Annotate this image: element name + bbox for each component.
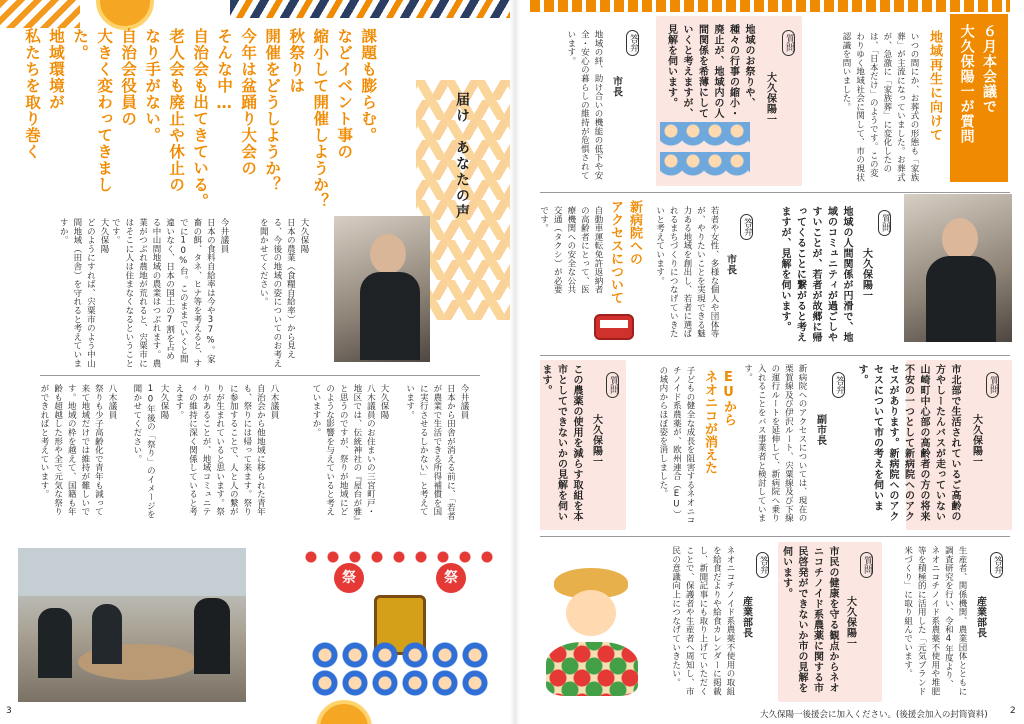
headline-col-8: 今年は盆踊り大会の (239, 28, 258, 177)
q5-label: 質問 (860, 552, 882, 582)
community-illustration (660, 122, 750, 180)
headline-col-12: などイベント事の (335, 28, 354, 160)
headline-col-7: そんな中… (215, 28, 234, 113)
a3-label: 答弁 (832, 372, 854, 402)
headline-col-2: 大きく変わってきました。 (71, 28, 114, 193)
section1-title: 地域再生に向けて (927, 30, 942, 142)
a-yagi-1: 八木議員 自治会から他地域に移られた青年も、祭りには帰って来ます。祭りに参加することで、人と人の繋がりが生まれていると思います。祭りがあることが、地域コミュニティの維持に深く関係していると考えます。 (173, 384, 279, 516)
a-yagi-2: 八木議員 祭りも少子高齢化で青年も減って来て地域だけでは維持が難しいです。地域の枠を越えて、国籍も年齢も超越した形や全で元気な祭りができればと考えています。 (39, 384, 117, 516)
q1-name: 大久保陽一 (764, 72, 776, 125)
q-oku-1: 大久保陽 どのようにすれば、宍粟市のよう中山間地域（田舎）を守れると考えていますか。 (58, 218, 109, 368)
headline-col-1: 地域環境が (47, 28, 66, 111)
lantern-icon (300, 545, 500, 569)
festival-illustration (300, 545, 500, 705)
a2-text: 若者や女性、多様な個人や団体等が、やりたいことを実現できる魅力ある地域を創出し、若者に選ばれるまちづくりにつなげていきたいと考えています。 (654, 206, 719, 338)
q2-name: 大久保陽一 (860, 248, 872, 301)
top-navy-stripe (230, 0, 520, 18)
section3-note: 子どもの健全な成長を阻害するネオニコチノイド系農薬が、欧州連合（EU）の域内からほぼ姿を消しました。 (657, 366, 695, 525)
a2-label: 答弁 (740, 214, 762, 244)
left-page-number: 3 (6, 706, 12, 716)
a4-text: 生産者、関係機関、農業団体とともに調査研究を行い、令和4年度より、ネオニコチノイド系農薬不使用や堆肥等を積極的に活用した「元気ブランド米づくり」に取り組んでいます。 (902, 546, 967, 696)
headline-col-9: 開催をどうしようか？ (263, 28, 282, 193)
center-fold (510, 0, 520, 724)
q3-label: 質問 (986, 372, 1008, 402)
q1-text: 地域のお祭りや、種々の行事の縮小・廃止が、地域内の人間関係を希薄にしていくと考えますが、見解を伺います。 (665, 24, 754, 119)
top-left-stripe (0, 0, 80, 28)
q2-label: 質問 (878, 210, 900, 240)
q4-text: この農薬の使用を減らす取組を本市としてできないかの見解を伺います。 (540, 364, 582, 522)
bus-icon (594, 314, 634, 340)
section1-intro: いつの間にか、お葬式の形態も「家族葬」が主流になっていました。お葬式が、急激に「家族葬」に変化したのは、「日本だけ」のようです。この変わりゆく地域社会に関して、市の現状認識を問いました。 (841, 32, 919, 182)
a1-name: 市長 (610, 76, 622, 97)
q3-text: 市北部で生活されているご高齢の方やしーたんバスが走っていない山崎町中心部の高齢者の方の将来不安の一つとして新病院へのアクセスがあります。新病院へのアクセスについて市の考えを伺います。 (856, 364, 960, 522)
farmer-illustration (540, 560, 644, 700)
q5-name: 大久保陽一 (844, 596, 856, 649)
a4-label: 答弁 (990, 552, 1012, 582)
a3-text: 新病院へのアクセスについては、現在の栗賀線及び伊沢ルート、宍粟線及び下線の運行ルートを延伸して、新病院へ乗り入れることをバス事業者と検討しています。 (742, 364, 807, 523)
vegetables-icon (546, 642, 638, 696)
person-2 (92, 604, 122, 664)
section3-title: EUから ネオニコが消えた (702, 370, 736, 474)
a-imai-2: 今井議員 日本から田舎が消える前に、「若者が農業で生活できる所得補償を国に実行させるしかない」と考えています。 (404, 384, 469, 521)
q2-text: 地域の人間関係が円滑で、地域のコミュニティが過ごしやすいことが、若者が故郷に帰ってくることに繋がると考えますが、見解を伺います。 (779, 206, 852, 343)
q3-name: 大久保陽一 (970, 414, 982, 467)
top-right-stripe (530, 0, 1010, 12)
q1-label: 質問 (782, 30, 804, 60)
a-imai-1: 今井議員 日本の食料自給率は今や37%。家畜の餌、タネ、ヒナ等を考えると、すでに10%台。このままでいくと間違いなく、日本の国土の7割を占める中山間地域の農業はつぶれます。農業がつぶれ農地が荒れると、宍粟市にはそこに人は住まなくなるということです。 (110, 218, 229, 368)
q4-name: 大久保陽一 (590, 414, 602, 467)
a5-name: 産業部長 (740, 596, 752, 638)
a3-name: 副市長 (814, 414, 826, 446)
festival-flag-right: 祭 (436, 563, 466, 593)
a1-label: 答弁 (626, 30, 648, 60)
q-oku-2: 大久保陽 日本の農業（食糧自給率）から見える、今後の地域の姿についてのお考えを聞かせてください。 (258, 218, 309, 368)
headline-col-5: 老人会も廃止や休止の (167, 28, 186, 193)
voice-title-box (436, 70, 496, 325)
headline-col-11: 縮小して開催しようか？ (311, 28, 330, 210)
person-1 (38, 608, 72, 678)
dancers-icon (310, 641, 490, 697)
interview-photo-2 (904, 194, 1012, 342)
person-silhouette (370, 234, 406, 274)
q-oku-3: 大久保陽 八木議員のお住まいの三宮町戸・地区では、伝統神社の『屋台が雅』と思うのですが、祭りが地域にどのような影響を与えていると考えていますか。 (311, 384, 389, 521)
headline-col-6: 自治会も出てきている。 (191, 28, 210, 210)
q5-text: 市民の健康を守る観点からネオニコチノイド系農薬に関する市民啓発ができないか市の見解を伺います。 (780, 546, 838, 693)
speaker-head (942, 218, 978, 260)
right-hr-3 (540, 536, 1010, 537)
right-hr-1 (540, 192, 1010, 193)
festival-flag-left: 祭 (334, 563, 364, 593)
headline-col-0: 私たちを取り巻く (23, 28, 42, 160)
right-hr-2 (540, 355, 1010, 356)
a4-name: 産業部長 (974, 596, 986, 638)
voice-title: 届け あなたの声 (454, 92, 470, 220)
left-headline (20, 28, 404, 223)
interview-photo-1 (334, 216, 430, 362)
meeting-banner: ６月本会議で 大久保陽一が質問 (950, 14, 1008, 182)
q4-label: 質問 (606, 372, 628, 402)
a5-text: ネオニコチノイド系農薬不使用の取組を給食だよりや給食カレンダーに掲載し、新聞記事にも取り上げていただくことで、保護者や生産者へ周知し、市民の意識向上につなげていきたい。 (670, 546, 735, 696)
right-page-number: 2 (1010, 706, 1016, 716)
section2-title: 新病院への アクセスについて (608, 200, 642, 304)
headline-col-4: なり手がない。 (143, 28, 162, 144)
q-oku-4: 大久保陽 10年後の「祭り」のイメージを聞かせてください。 (131, 384, 169, 519)
a5-label: 答弁 (756, 552, 778, 582)
meeting-photo (18, 548, 246, 702)
headline-col-3: 自治会役員の (119, 28, 138, 127)
a2-name: 市長 (724, 254, 736, 275)
orange-slice-top (96, 0, 154, 30)
headline-col-10: 秋祭りは (287, 28, 306, 94)
farmer-face-icon (566, 590, 616, 636)
section2-note: 自動車運転免許返納者の高齢者にとって、医療機関への安全な公共交通（タクシ）が必要です。 (538, 206, 603, 294)
a1-text: 地域の絆、助け合いの機能の低下や安全・安心の暮らしの維持が危惧されています。 (565, 30, 603, 180)
left-hr (40, 375, 480, 376)
person-3 (194, 598, 230, 674)
headline-col-13: 課題も膨らむ。 (359, 28, 378, 144)
footer-note: 大久保陽一後援会に加入ください。(後援会加入の封筒資料) (760, 710, 988, 720)
